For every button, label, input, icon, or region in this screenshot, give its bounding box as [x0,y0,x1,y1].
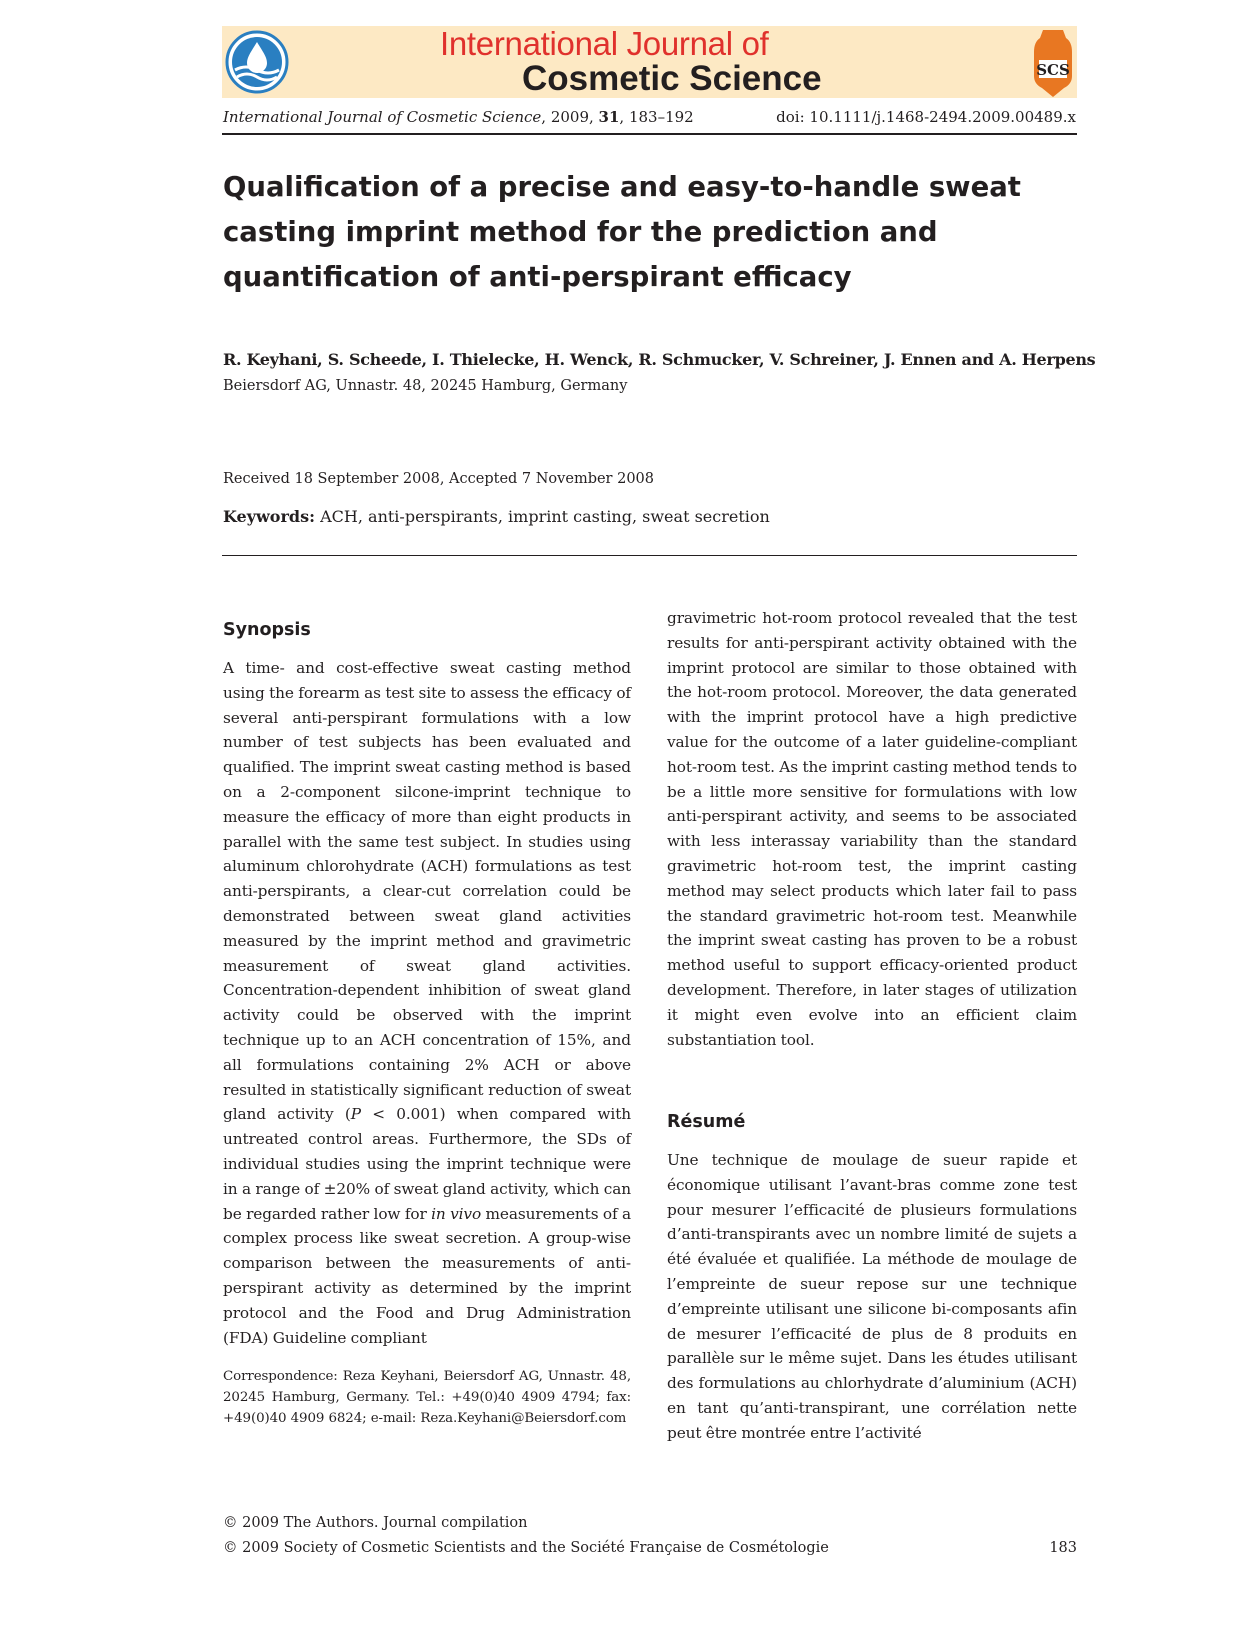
page-number: 183 [1049,1540,1077,1556]
paper-title: Qualification of a precise and easy-to-handle sweat casting imprint method for the prediction and quantification of anti-perspirant efficacy [223,171,1021,293]
citation-year: , 2009, [541,108,599,126]
author-list: R. Keyhani, S. Scheede, I. Thielecke, H. Wenck, R. Schmucker, V. Schreiner, J. Ennen and A. Herpens [223,350,1096,369]
synopsis-text: A time- and cost-effective sweat casting method using the forearm as test site to assess the efficacy of several anti-perspirant formulations with a low number of test subjects has been evaluated and qualified. The imprint sweat casting method is based on a 2-component silcone-imprint technique to measure the efficacy of more than eight products in parallel with the same test subject. In studies using aluminum chlorohydrate (ACH) formulations as test anti-perspirants, a clear-cut correlation could be demonstrated between sweat gland activities measured by the imprint method and gravimetric measurement of sweat gland activities. Concentration-dependent inhibition of sweat gland activity could be observed with the imprint technique up to an ACH concentration of 15%, and all formulations containing 2% ACH or above resulted in statistically significant reduction of sweat gland activity (P < 0.001) when compared with untreated control areas. Furthermore, the SDs of individual studies using the imprint technique were in a range of ±20% of sweat gland activity, which can be regarded rather low for in vivo measurements of a complex process like sweat secretion. A group-wise comparison between the measurements of anti-perspirant activity as determined by the imprint protocol and the Food and Drug Administration (FDA) Guideline compliant [223,659,631,1347]
copyright-line2: © 2009 Society of Cosmetic Scientists and the Société Française de Cosmétologie [223,1540,829,1556]
resume-heading: Résumé [667,1112,746,1132]
journal-title-line2: Cosmetic Science [522,59,822,98]
keywords [223,507,770,526]
keywords-list: ACH, anti-perspirants, imprint casting, sweat secretion [315,507,770,526]
resume-text: Une technique de moulage de sueur rapide et économique utilisant l’avant-bras comme zone test pour mesurer l’efficacité de plusieurs formulations d’anti-transpirants avec un nombre limité de sujets a été évaluée et qualifiée. La méthode de moulage de l’empreinte de sueur repose sur une technique d’empreinte utilisant une silicone bi-composants afin de mesurer l’efficacité de plus de 8 produits en parallèle sur le même sujet. Dans les études utilisant des formulations au chlorhydrate d’aluminium (ACH) en tant qu’anti-transpirant, une corrélation nette peut être montrée entre l’activité [667,1151,1077,1442]
received-dates: Received 18 September 2008, Accepted 7 November 2008 [223,471,654,487]
society-logo-icon [1030,28,1076,98]
citation-volume: 31 [598,108,620,126]
journal-logo-icon [225,30,289,94]
doi[interactable]: doi: 10.1111/j.1468-2494.2009.00489.x [776,108,1076,126]
citation-journal: International Journal of Cosmetic Science [223,108,542,126]
affiliation: Beiersdorf AG, Unnastr. 48, 20245 Hamburg, Germany [223,378,628,394]
header-rule [222,133,1077,135]
citation-pages: , 183–192 [619,108,694,126]
correspondence-note: Correspondence: Reza Keyhani, Beiersdorf AG, Unnastr. 48, 20245 Hamburg, Germany. Tel.: +49(0)40 4909 4794; fax: +49(0)40 4909 6824; e-mail: Reza.Keyhani@Beiersdorf.com [223,1369,631,1426]
section-rule [222,555,1077,556]
copyright-line1: © 2009 The Authors. Journal compilation [223,1515,528,1531]
svg-text:SCS: SCS [1036,61,1070,79]
keywords-label: Keywords: [223,507,316,526]
synopsis-heading: Synopsis [223,620,311,640]
citation-line [223,108,694,126]
journal-title-line1: International Journal of [440,25,769,62]
synopsis-continued: gravimetric hot-room protocol revealed that the test results for anti-perspirant activity obtained with the imprint protocol are similar to those obtained with the hot-room protocol. Moreover, the data generated with the imprint protocol have a high predictive value for the outcome of a later guideline-compliant hot-room test. As the imprint casting method tends to be a little more sensitive for formulations with low anti-perspirant activity, and seems to be associated with less interassay variability than the standard gravimetric hot-room test, the imprint casting method may select products which later fail to pass the standard gravimetric hot-room test. Meanwhile the imprint sweat casting has proven to be a robust method useful to support efficacy-oriented product development. Therefore, in later stages of utilization it might even evolve into an efficient claim substantiation tool. [667,609,1077,1049]
